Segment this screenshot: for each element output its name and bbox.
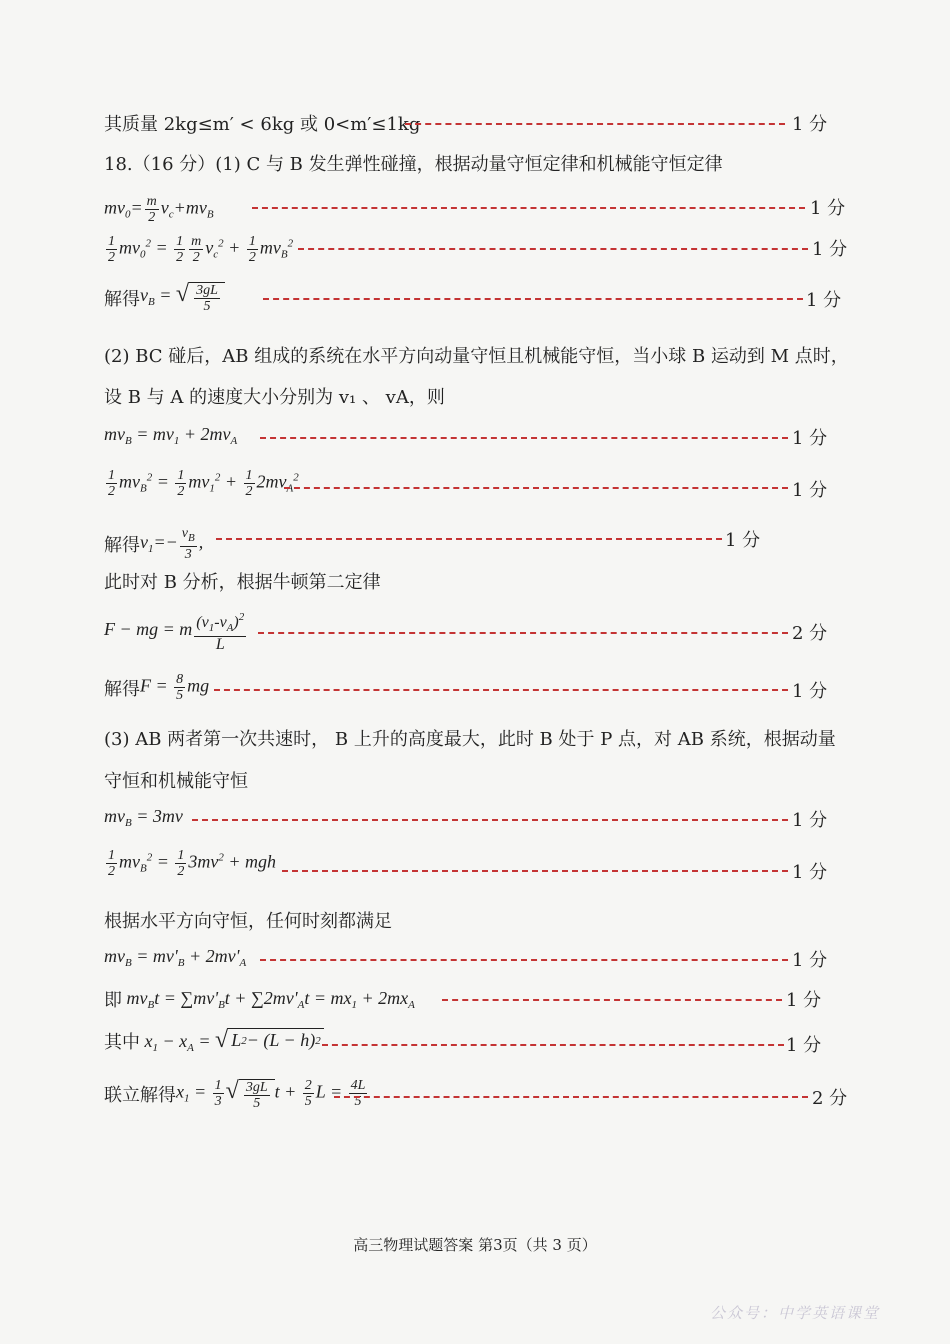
dash-leader [214,689,788,691]
dash-leader [260,959,788,961]
solution-vB [104,282,225,314]
equation: F = $\frac{8}{5}$ mg [140,672,210,703]
equation-energy-height [104,848,276,879]
answer-line-mass-range [104,110,420,136]
score-label: 1 分 [792,428,828,449]
equation-any-moment [104,946,246,969]
score-label: 1 分 [792,950,828,971]
solution-prefix: 解得 [104,678,140,700]
equation-momentum-collision [104,194,214,225]
equation-momentum-AB [104,424,237,447]
mass-range-text: 其质量 2kg≤m′ < 6kg 或 0<m′≤1kg [104,114,421,135]
newton-analysis-text [104,568,381,594]
score-label: 1 分 [792,114,828,135]
equation: $mv_0=$ $\frac{m}{2}$ $v_c+mv_B$ [104,194,214,225]
equation: $mv_B = mv'_B + 2mv'_A$ [104,946,247,969]
part-2-line-2: 设 B 与 A 的速度大小分别为 v₁ 、 vA，则 [104,387,445,408]
equation: F − mg = m $\frac{(v_1-v_A)^2}{L}$ [104,611,245,653]
score-label: 1 分 [806,290,842,311]
dash-leader [216,538,722,540]
equation-newton [104,610,248,652]
equation-prefix: 其中 [104,1032,140,1053]
solution-prefix: 解得 [104,535,140,556]
equation: $\frac{1}{2}$ $mv_0^2$ = $\frac{1}{2}$ $\frac{m}{2}$ $v_c^2$ + $\frac{1}{2}$ $mv_B^2$ [108,234,294,265]
score-label: 1 分 [725,530,761,551]
equation: $v_1=-$ $\frac{v_B}{3}$ , [140,526,204,562]
dash-leader [192,819,788,821]
part-3-line-2: 守恒和机械能守恒 [104,771,248,792]
equation-displacement-sum [104,986,415,1012]
dash-leader [252,207,805,209]
equation: $x_1$ = $\frac{1}{3}$ √ $\frac{3gL}{5}$ t + $\frac{2}{5}$ L = $\frac{4L}{5}$ [176,1077,366,1111]
part-3-text [104,725,836,751]
horizontal-conservation-text [104,907,392,933]
equation: $v_B$ = √ $\frac{3gL}{5}$ [140,282,225,314]
solution-v1 [104,526,203,562]
dash-leader [282,870,788,872]
equation: $x_1 - x_A$ = √ L 2 − (L − h) 2 [140,1028,324,1054]
equation: $mv_B = 3mv$ [104,806,183,829]
equation: $\frac{1}{2}$ $mv_B^2$ = $\frac{1}{2}$ $mv_1^2$ + $\frac{1}{2}$ $2mv_A^2$ [108,468,299,499]
solution-prefix: 解得 [104,289,140,310]
newton-text: 此时对 B 分析，根据牛顿第二定律 [104,572,381,593]
dash-leader [322,1044,784,1046]
part-3-text [104,767,248,793]
score-label: 1 分 [810,198,846,219]
dash-leader [405,123,785,125]
score-label: 1 分 [786,990,822,1011]
score-label: 1 分 [792,681,828,702]
final-solution-x1 [104,1078,369,1111]
score-label: 2 分 [792,623,828,644]
page-footer: 高三物理试题答案 第3页（共 3 页） [353,1236,597,1254]
equation: $mv_B = mv_1 + 2mv_A$ [104,424,238,447]
watermark: 公众号：中学英语课堂 [709,1304,880,1322]
question-18-part-1-heading [104,150,723,176]
solution-F [104,672,209,703]
equation: $mv_Bt = \sum mv'_Bt + \sum 2mv'_At = mx_1 + 2mx_A$ [122,987,415,1011]
equation-energy-AB [104,468,299,499]
equation-energy-collision [104,234,293,265]
score-label: 1 分 [792,862,828,883]
dash-leader [442,999,782,1001]
part-2-line-1: (2) BC 碰后，AB 组成的系统在水平方向动量守恒且机械能守恒，当小球 B 运动到 M 点时， [104,346,849,367]
dash-leader [334,1096,808,1098]
equation-prefix: 联立解得 [104,1085,176,1107]
score-label: 1 分 [792,810,828,831]
score-label: 2 分 [812,1088,848,1109]
equation-prefix: 即 [104,990,122,1011]
dash-leader [263,298,803,300]
score-label: 1 分 [786,1035,822,1056]
score-label: 1 分 [812,239,848,260]
part-2-text [104,383,445,409]
heading-text: 18.（16 分）(1) C 与 B 发生弹性碰撞，根据动量守恒定律和机械能守恒定律 [104,154,723,175]
dash-leader [284,487,788,489]
part-3-line-1: (3) AB 两者第一次共速时， B 上升的高度最大，此时 B 处于 P 点，对 AB 系统，根据动量 [104,729,836,750]
dash-leader [260,437,788,439]
part-2-text [104,342,849,368]
conservation-text: 根据水平方向守恒，任何时刻都满足 [104,911,392,932]
dash-leader [298,248,808,250]
score-label: 1 分 [792,480,828,501]
dash-leader [258,632,788,634]
equation-common-velocity [104,806,183,829]
equation-geometry [104,1028,324,1054]
equation: $\frac{1}{2}$ $mv_B^2$ = $\frac{1}{2}$ $3mv^2$ + mgh [108,848,277,879]
